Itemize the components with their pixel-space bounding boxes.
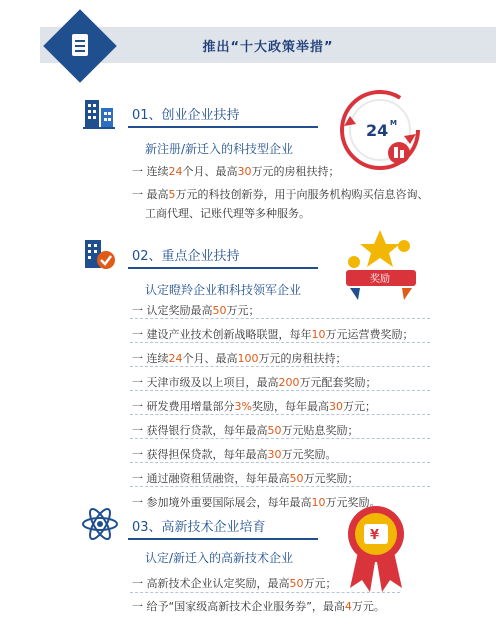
section-2-item: 一 获得银行贷款，每年最高50万元贴息奖励； [132,424,359,437]
money-medal-badge [336,500,416,594]
certified-building-icon [82,236,118,272]
banner-title: 推出“十大政策举措” [202,40,334,55]
divider [130,342,430,344]
24-months-badge [336,86,426,176]
section-1-item: 一 连续24个月、最高30万元的房租扶持； [132,165,340,178]
section-2-item: 一 天津市级及以上项目，最高200万元配套奖励； [132,376,377,389]
atom-icon [80,504,120,544]
svg-text:24: 24 [366,121,389,140]
divider [130,462,430,464]
section-3-subtitle: 认定/新迁入的高新技术企业 [145,551,294,565]
section-1-item: 工商代理、记账代理等多种服务。 [145,207,310,220]
document-icon [72,34,88,56]
section-1-item: 一 最高5万元的科技创新券，用于向服务机构购买信息咨询、 [132,188,429,201]
section-2-subtitle: 认定瞪羚企业和科技领军企业 [145,283,302,297]
section-1-heading: 01、创业企业扶持 [132,108,240,123]
section-1-underline [128,126,318,128]
divider [130,366,430,368]
section-2-underline [128,267,318,269]
divider [130,318,430,320]
section-2-item: 一 参加境外重要国际展会，每年最高10万元奖励。 [132,496,381,509]
section-2-item: 一 建设产业技术创新战略联盟，每年10万元运营费奖励； [132,328,414,341]
divider [130,438,430,440]
divider [130,390,430,392]
section-3-item: 一 高新技术企业认定奖励，最高50万元； [132,577,337,590]
divider [130,592,400,594]
section-2-item: 一 认定奖励最高50万元； [132,304,260,317]
svg-text:¥: ¥ [370,528,380,543]
divider [130,486,430,488]
section-3-item: 一 给予“国家级高新技术企业服务券”，最高4万元。 [132,600,385,613]
section-2-item: 一 获得担保贷款，每年最高30万元奖励。 [132,448,337,461]
section-2-item: 一 研发费用增量部分3%奖励，每年最高30万元； [132,400,376,413]
divider [130,414,430,416]
building-icon [82,96,118,132]
section-3-heading: 03、高新技术企业培育 [132,520,266,535]
section-2-item: 一 连续24个月、最高100万元的房租扶持； [132,352,347,365]
reward-badge [336,226,426,306]
section-3-underline [128,538,318,540]
section-1-subtitle: 新注册/新迁入的科技型企业 [145,142,294,156]
svg-text:M: M [390,119,397,127]
section-2-item: 一 通过融资租赁融资，每年最高50万元奖励； [132,472,359,485]
svg-text:奖励: 奖励 [370,274,390,285]
section-2-heading: 02、重点企业扶持 [132,249,240,264]
